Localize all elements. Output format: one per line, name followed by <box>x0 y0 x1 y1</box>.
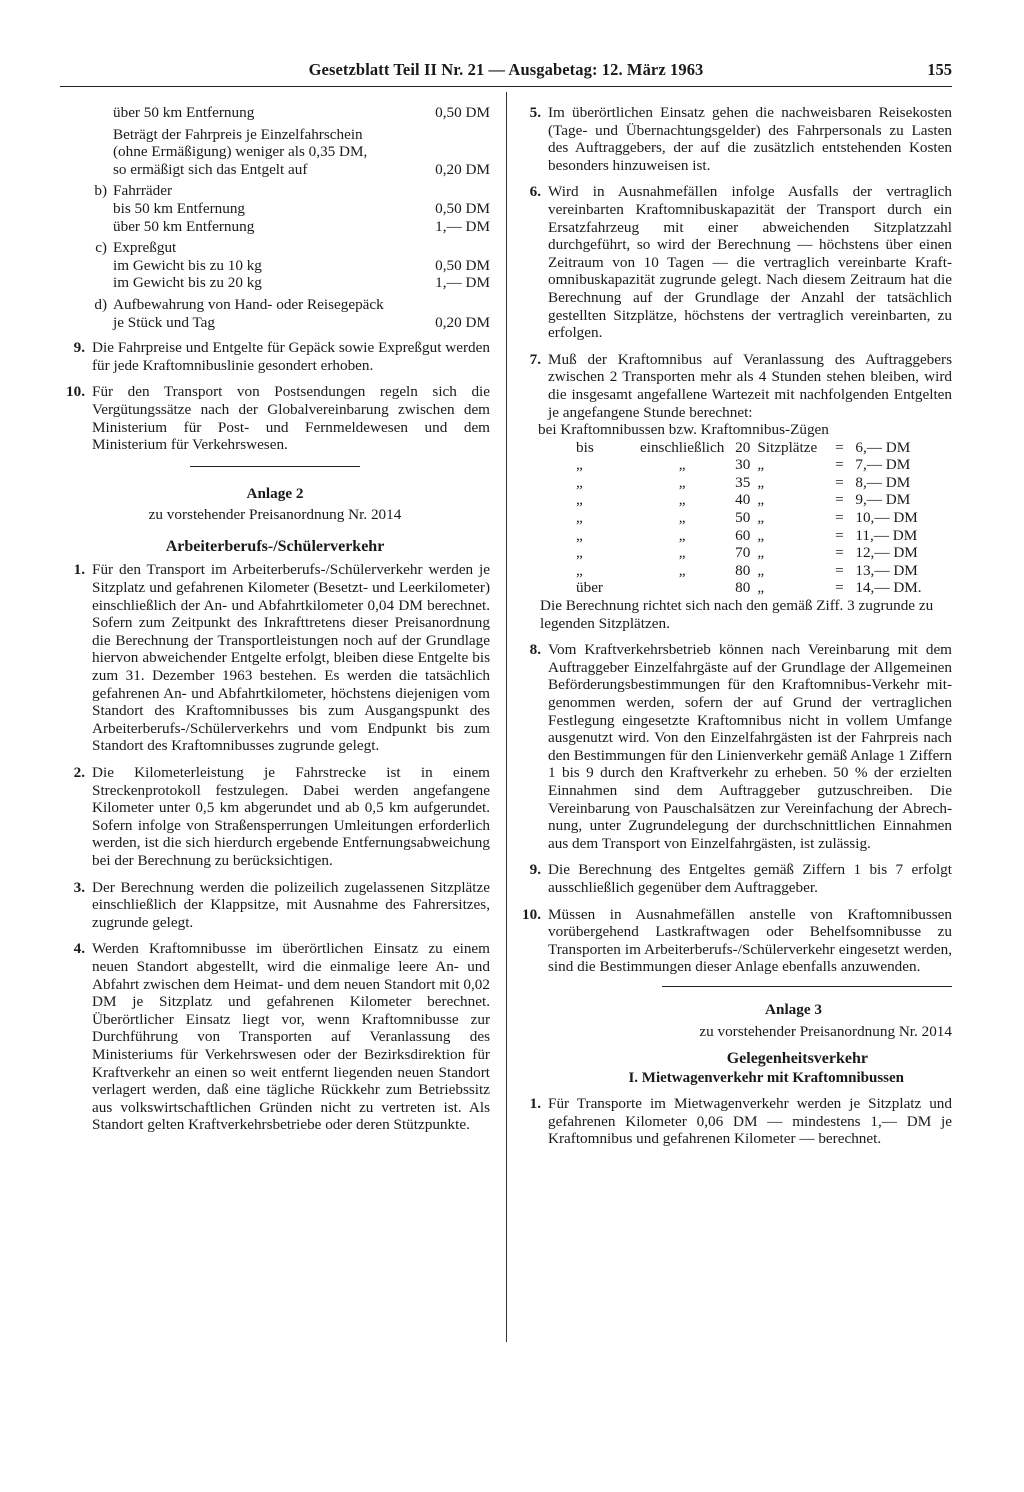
fare-table-cell: 10,— DM <box>855 509 918 527</box>
fare-table-row <box>576 439 926 457</box>
fare-row: Beträgt der Fahrpreis je Einzelfahrschein (ohne Ermäßigung) weniger als 0,35 DM, so ermäßigt sich das Entgelt auf 0,20 DM <box>113 125 490 178</box>
fare-table-cell: „ <box>757 544 765 562</box>
fare-table-cell: Sitzplätze <box>757 438 818 456</box>
fare-table-cell: = <box>835 579 844 597</box>
list-item: 8. Vom Kraftverkehrsbetrieb können nach Vereinbarung mit dem Auftraggeber Einzelfahrgäste auf der Grundlage der Allgemeinen Beförderungsbestimmungen für den Kraftomnibus-Verkehr mitgenommen werden, sofern der auf Grund der vertraglichen Festlegung eingesetzte Kraftomnibus nicht in vollem Umfange ausgenutzt wird. Von den Einzelfahrgästen ist der Fahrpreis nach den Bestimmungen für den Linienverkehr gemäß Anlage 1 Ziffern 1 bis 9 durch den Kraftverkehr zu erheben. 50 % der erzielten Einnahmen sind dem Auftraggeber gutzuschreiben. Die Vereinbarung von Pauschalsätzen zur Vereinfachung der Abrechnung, unter Zugrundelegung der durchschnittlichen Einnahmen aus dem Transport von Einzelfahrgästen, ist zulässig. <box>529 641 952 852</box>
fare-table-cell: „ <box>576 561 583 579</box>
fare-table-cell: 35 <box>735 473 751 491</box>
fare-continuation <box>60 104 490 178</box>
section-divider <box>662 986 952 987</box>
list-item: 1. Für Transporte im Mietwagenverkehr werden je Sitzplatz und gefahrenen Kilometer 0,06 DM — mindestens 1,— DM je Kraftomnibus und gefahrenen Kilometer — berechnet. <box>529 1095 952 1148</box>
fare-table-cell: „ <box>678 456 686 474</box>
fare-table-cell: 9,— DM <box>855 491 911 509</box>
fare-table-cell: „ <box>576 509 583 527</box>
fare-table-row <box>576 474 926 492</box>
list-item: 9. Die Berechnung des Entgeltes gemäß Ziffern 1 bis 7 erfolgt ausschließlich gegenüber dem Auftraggeber. <box>529 861 952 896</box>
fare-table-cell <box>640 579 728 597</box>
fare-table-cell: „ <box>576 473 583 491</box>
header-title: Gesetzblatt Teil II Nr. 21 — Ausgabetag: 12. März 1963 <box>308 60 704 79</box>
list-item: 2. Die Kilometerleistung je Fahrstrecke ist in einem Streckenprotokoll festzulegen. Dabei werden angefangene Kilometer unter 0,5 km abgerundet und ab 0,5 km aufgerundet. Sofern infolge von Straßensperrungen Umleitungen erforderlich werden, ist die sich hierdurch ergebende Entfernungsabweichung bei der Berechnung zu berücksichtigen. <box>73 764 490 869</box>
fare-table-cell: 80 <box>735 561 751 579</box>
fare-table-cell: „ <box>757 579 765 597</box>
fare-table-cell: 8,— DM <box>855 473 911 491</box>
fare-table-row <box>576 579 926 597</box>
fare-table-cell: = <box>835 456 844 474</box>
right-column <box>516 104 952 1157</box>
fare-table-cell: = <box>835 544 844 562</box>
fare-row: über 50 km Entfernung 0,50 DM <box>113 104 490 121</box>
fare-table-cell: „ <box>757 491 765 509</box>
fare-table-cell: „ <box>576 456 583 474</box>
page-number: 155 <box>927 60 952 79</box>
fare-table-row <box>576 544 926 562</box>
fare-table-cell: 13,— DM <box>855 561 918 579</box>
fare-table-cell: 6,— DM <box>855 438 911 456</box>
fare-table-cell: „ <box>757 473 765 491</box>
list-item: 4. Werden Kraftomnibusse im überörtlichen Einsatz zu einem neuen Standort abgestellt, wird die einmalige leere An- und Abfahrt zwischen dem Heimat- und dem neuen Standort mit 0,02 DM je Sitzplatz und gefahrenen Kilometer berechnet. Überörtlicher Einsatz liegt vor, wenn Kraftomnibusse zur Durchführung von Transporten auf Veranlassung des Ministeriums für Verkehrswesen oder der Bezirksdirektion für Kraftverkehr an einen so weit entfernt liegenden neuen Standort verlagert werden, daß eine tägliche Rückkehr zum Betriebssitz aus volkswirtschaftlichen Gründen nicht zu vertreten ist. Als Standort gelten Kraftverkehrsbetriebe oder deren Stützpunkte. <box>73 940 490 1134</box>
list-item: 10. Für den Transport von Postsendungen regeln sich die Vergütungssätze nach der Globalvereinbarung zwischen dem Ministerium für Post- und Fernmeldewesen und dem Ministerium für Verkehrswesen. <box>66 383 490 454</box>
fare-table-cell: „ <box>757 561 765 579</box>
fare-table-cell: = <box>835 509 844 527</box>
subsection-b: b) Fahrräder bis 50 km Entfernung 0,50 DM über 50 km Entfernung 1,— DM <box>94 182 490 235</box>
fare-table-row <box>576 527 926 545</box>
fare-table-cell: 12,— DM <box>855 544 918 562</box>
annex-2-subtitle: zu vorstehender Preisanordnung Nr. 2014 <box>148 506 402 524</box>
fare-table-cell: = <box>835 438 844 456</box>
list-item: 3. Der Berechnung werden die polizeilich zugelassenen Sitzplätze einschließlich der Klappsitze, mit Ausnahme des Fahrersitzes, zugrunde gelegt. <box>73 878 490 931</box>
fare-table-cell: „ <box>576 526 583 544</box>
header-rule <box>60 86 952 87</box>
fare-table-cell: „ <box>678 473 686 491</box>
annex-3-title: Anlage 3 <box>765 1000 822 1018</box>
list-item: 10. Müssen in Ausnahmefällen anstelle von Kraftomnibussen vorübergehend Lastkraftwagen oder Behelfsomnibusse zu Transporten im Arbeiterberufs-/Schülerverkehr eingesetzt werden, sind die Bestimmungen dieser Anlage ebenfalls anzuwenden. <box>522 905 952 976</box>
annex-3-subheading: I. Mietwagenverkehr mit Kraftomnibussen <box>628 1069 904 1086</box>
fare-table-cell: einschließlich <box>640 438 725 456</box>
fare-table-cell: „ <box>678 509 686 527</box>
annex-2-title: Anlage 2 <box>246 484 304 502</box>
fare-table-cell: 14,— DM. <box>855 579 922 597</box>
fare-table-row <box>576 456 926 474</box>
fare-table-cell: 7,— DM <box>855 456 911 474</box>
list-item: 5. Im überörtlichen Einsatz gehen die nachweisbaren Reisekosten (Tage- und Übernachtungsgelder) des Fahrpersonals zu Lasten des Auftraggebers, der auf die zusätzlich entstehenden Kosten besonders hinzuweisen ist. <box>529 104 952 174</box>
section-divider <box>190 466 360 467</box>
list-item: 6. Wird in Ausnahmefällen infolge Ausfalls der vertraglich vereinbarten Kraftomnibuskapazität der Transport durch ein Ersatzfahrzeug mit einer abweichenden Sitzplatzzahl durchgeführt, so wird der Berechnung — höchstens über einen Zeitraum von 10 Tagen — die vertraglich vereinbarte Kraftomnibuskapazität zugrunde gelegt. Nach diesem Zeitraum hat die Berechnung auf der Grundlage der Anzahl der tatsächlich gestellten Sitzplätze, höchstens der vertraglich vereinbarten, zu erfolgen. <box>529 183 952 342</box>
fare-table-cell: „ <box>678 544 686 562</box>
fare-table-cell: „ <box>678 561 686 579</box>
wait-table-note: Die Berechnung richtet sich nach den gemäß Ziff. 3 zugrunde zu legenden Sitzplätzen. <box>540 597 934 632</box>
fare-table-cell: = <box>835 473 844 491</box>
left-column <box>60 104 490 1143</box>
wait-table-intro: bei Kraftomnibussen bzw. Kraftomnibus-Zügen <box>538 421 829 439</box>
fare-table-cell: „ <box>757 526 765 544</box>
fare-table-cell: 60 <box>735 526 751 544</box>
fare-table-cell: = <box>835 491 844 509</box>
fare-table-cell: = <box>835 561 844 579</box>
fare-table-cell: 11,— DM <box>855 526 918 544</box>
fare-table-cell: „ <box>757 509 765 527</box>
annex-2-heading: Arbeiterberufs-/Schülerverkehr <box>165 537 385 555</box>
fare-table-cell: 70 <box>735 544 751 562</box>
list-item: 9. Die Fahrpreise und Entgelte für Gepäck sowie Expreßgut werden für jede Kraftomnibuslinie gesondert erhoben. <box>73 339 490 374</box>
subsection-d: d) Aufbewahrung von Hand- oder Reisegepäck je Stück und Tag 0,20 DM <box>94 295 490 331</box>
fare-table-cell: „ <box>678 491 686 509</box>
fare-table-cell: 50 <box>735 509 751 527</box>
fare-table-cell: „ <box>576 491 583 509</box>
fare-table-cell: „ <box>576 544 583 562</box>
list-item: 7. Muß der Kraftomnibus auf Veranlassung des Auftraggebers zwischen 2 Transporten mehr als 4 Stunden stehen bleiben, wird die insgesamt angefallene Wartezeit mit nachfolgenden Entgelten je angefangene Stunde berechnet: bei Kraftomnibussen bzw. Kraftomnibus-Zügen bis einschließlich 20 Sitzplätze = 6,— DM „ „ 30 „ = 7,— DM „ „ 35 „ = 8,— DM „ „ 40 „ = 9,— DM „ „ 50 „ = 10,— DM „ „ 60 „ = 11,— DM „ „ 70 „ = 12,— DM „ „ 80 „ = 13,— DM über 80 „ = 14,— DM. Die Berechnung richtet sich nach den gemäß Ziff. 3 zugrunde zu legenden Sitzplätzen. <box>529 350 952 632</box>
fare-table-row <box>576 562 926 580</box>
fare-table-cell: über <box>576 579 603 597</box>
page-header <box>60 57 952 87</box>
fare-table-cell: 30 <box>735 456 751 474</box>
fare-table-cell: bis <box>576 438 594 456</box>
fare-table-row <box>576 509 926 527</box>
subsection-c: c) Expreßgut im Gewicht bis zu 10 kg 0,50 DM im Gewicht bis zu 20 kg 1,— DM <box>95 239 490 292</box>
annex-3-heading: Gelegenheitsverkehr <box>726 1050 868 1068</box>
waiting-fee-table <box>576 439 926 597</box>
annex-3-subtitle: zu vorstehender Preisanordnung Nr. 2014 <box>699 1022 952 1040</box>
fare-table-row <box>576 491 926 509</box>
fare-table-cell: 80 <box>735 579 751 597</box>
fare-table-cell: 40 <box>735 491 751 509</box>
fare-table-cell: „ <box>757 456 765 474</box>
list-item: 1. Für den Transport im Arbeiterberufs-/Schülerverkehr werden je Sitzplatz und gefahrenen Kilometer (Besetzt- und Leerkilometer) einschließlich der An- und Abfahrtkilometer 0,04 DM berechnet. Sofern zum Zeitpunkt des Inkrafttretens dieser Preisanordnung die Berechnung der Transportleistungen noch auf der Grundlage hiervon abweichender Entgelte erfolgt, bleiben diese Entgelte bis zum 31. Dezember 1963 bestehen. Es werden die tatsächlich gefahrenen An- und Abfahrtkilometer, höchstens diejenigen vom Standort des Kraftomnibusses bis zum Ausgangspunkt des Arbeiterberufs-/Schülerverkehrs und vom Endpunkt bis zum Standort des Kraftomnibusses zugrunde gelegt. <box>73 561 490 755</box>
fare-table-cell: 20 <box>735 438 751 456</box>
column-divider <box>506 92 507 1342</box>
fare-table-cell: = <box>835 526 844 544</box>
fare-table-cell: „ <box>678 526 686 544</box>
